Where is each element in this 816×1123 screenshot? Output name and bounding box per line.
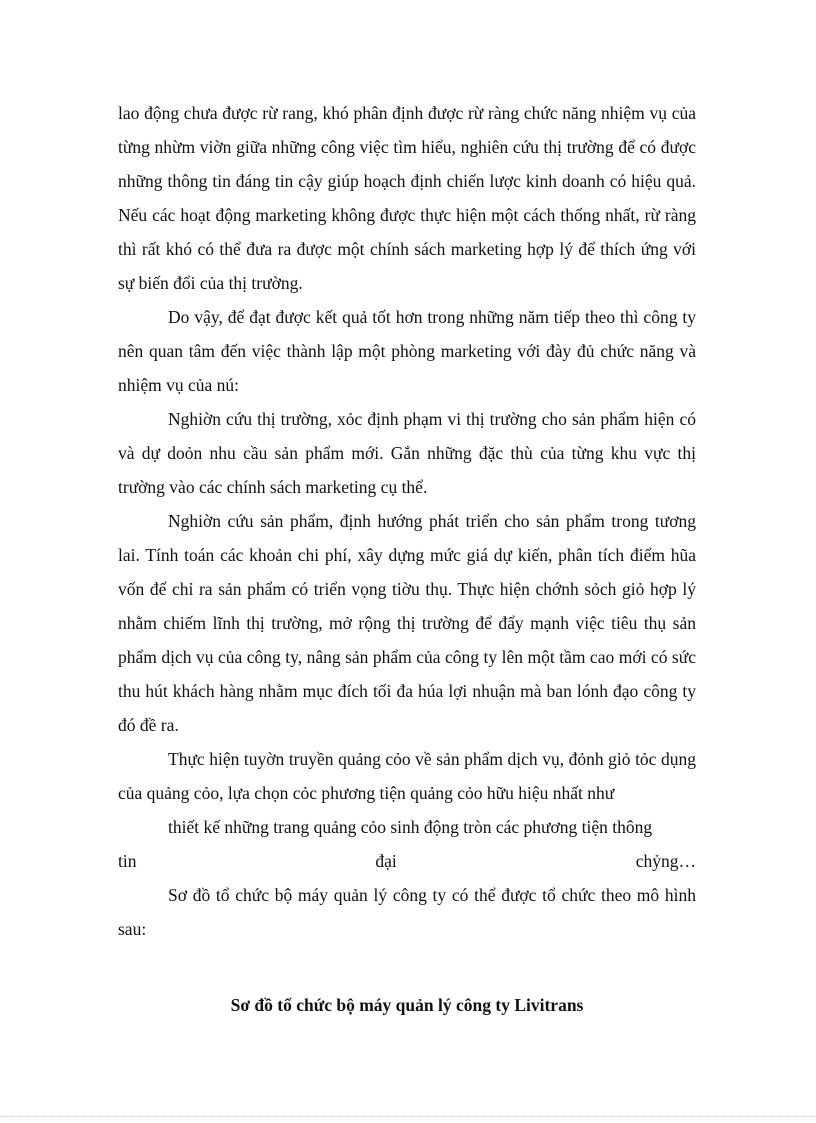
spread-word-3: chỷng… xyxy=(635,851,696,871)
page-bottom-rule xyxy=(0,1116,816,1117)
paragraph-4: Nghiờn cứu sản phẩm, định hướng phát triển cho sản phẩm trong tương lai. Tính toán các khoản chi phí, xây dựng mức giá dự kiến, phân tích điểm hũa vốn để chỉ ra sản phẩm có triển vọng tiờu thụ. Thực hiện chớnh sỏch giỏ hợp lý nhằm chiếm lĩnh thị trường, mở rộng thị trường để đẩy mạnh việc tiêu thụ sản phẩm dịch vụ của công ty, nâng sản phẩm của công ty lên một tầm cao mới có sức thu hút khách hàng nhằm mục đích tối đa húa lợi nhuận mà ban lónh đạo công ty đó đề ra. xyxy=(118,511,696,735)
paragraph-1: lao động chưa được rừ rang, khó phân định được rừ ràng chức năng nhiệm vụ của từng nhừm viờn giữa những công việc tìm hiểu, nghiên cứu thị trường để có được những thông tin đáng tin cậy giúp hoạch định chiến lược kinh doanh có hiệu quả. Nếu các hoạt động marketing không được thực hiện một cách thống nhất, rừ ràng thì rất khó có thể đưa ra được một chính sách marketing hợp lý để thích ứng với sự biến đổi của thị trường. xyxy=(118,103,696,293)
paragraph-5-spread-line xyxy=(118,844,696,878)
spread-word-1: tin xyxy=(118,851,137,871)
chart-heading: Sơ đồ tổ chức bộ máy quản lý công ty Livitrans xyxy=(230,995,584,1015)
paragraph-2: Do vậy, để đạt được kết quả tốt hơn trong những năm tiếp theo thì công ty nên quan tâm đến việc thành lập một phòng marketing với đày đủ chức năng và nhiệm vụ của nú: xyxy=(118,307,696,395)
paragraph-6: Sơ đồ tổ chức bộ máy quản lý công ty có thể được tổ chức theo mô hình sau: xyxy=(118,885,696,939)
paragraph-3: Nghiờn cứu thị trường, xỏc định phạm vi thị trường cho sản phẩm hiện có và dự doỏn nhu cầu sản phẩm mới. Gắn những đặc thù của từng khu vực thị trường vào các chính sách marketing cụ thể. xyxy=(118,409,696,497)
spread-word-2: đại xyxy=(375,851,397,871)
body-text xyxy=(118,96,696,946)
paragraph-5: Thực hiện tuyờn truyền quảng cỏo về sản phẩm dịch vụ, đỏnh giỏ tỏc dụng của quảng cỏo, lựa chọn cỏc phương tiện quảng cỏo hữu hiệu nhất như xyxy=(118,749,696,803)
paragraph-5-continued: thiết kế những trang quảng cỏo sinh động tròn các phương tiện thông xyxy=(168,817,653,837)
